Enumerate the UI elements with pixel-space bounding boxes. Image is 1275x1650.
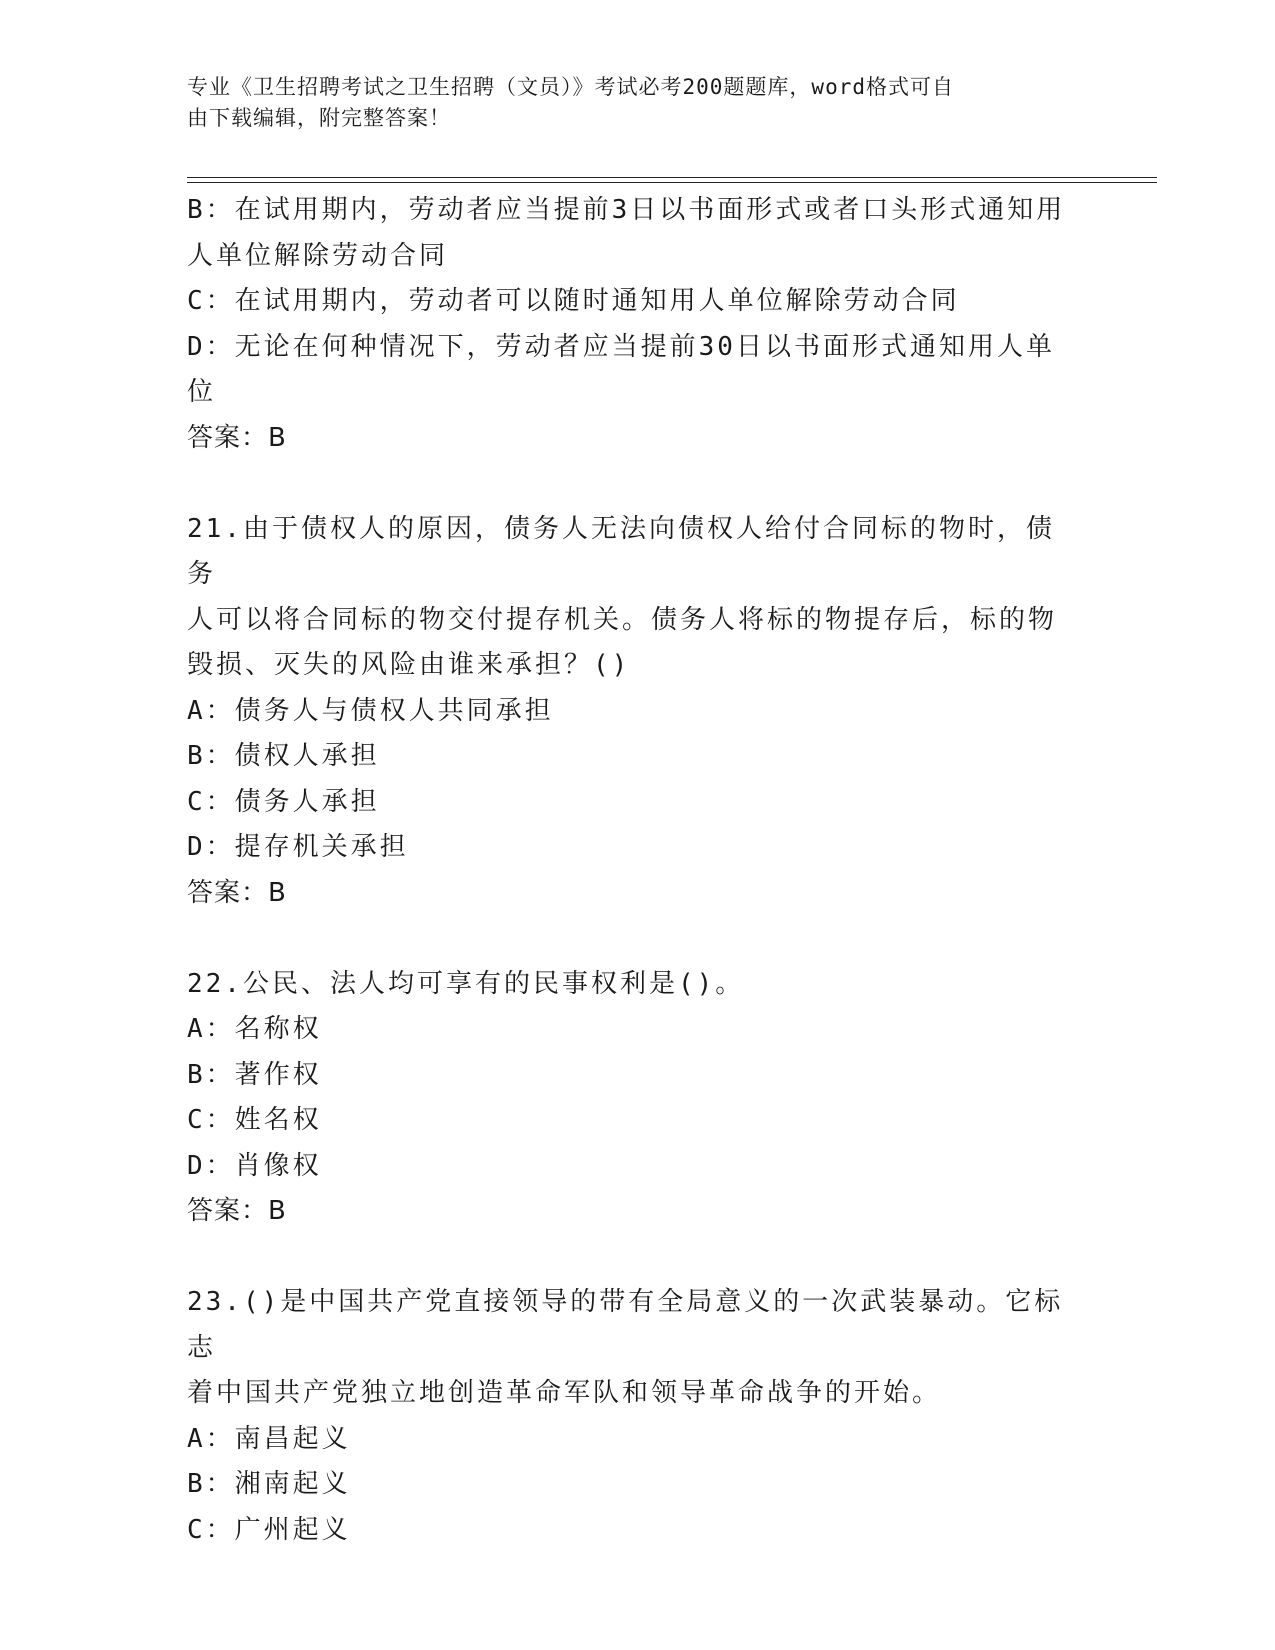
option-line: A：债务人与债权人共同承担 <box>187 695 554 726</box>
option-line: A：名称权 <box>187 1014 322 1044</box>
header-line: 由下载编辑，附完整答案！ <box>187 106 451 130</box>
option-line: A：南昌起义 <box>187 1423 351 1454</box>
option-line: B：债权人承担 <box>187 741 380 771</box>
question-block-prev <box>187 188 1077 461</box>
page-header <box>187 72 1067 134</box>
option-line: D：提存机关承担 <box>187 832 409 862</box>
option-line: C：债务人承担 <box>187 786 380 817</box>
option-line: D：肖像权 <box>187 1150 322 1181</box>
question-block-22 <box>187 962 1077 1235</box>
question-stem: 着中国共产党独立地创造革命军队和领导革命战争的开始。 <box>187 1378 942 1408</box>
question-stem: 人可以将合同标的物交付提存机关。债务人将标的物提存后，标的物 <box>187 604 1058 635</box>
option-line: D：无论在何种情况下，劳动者应当提前30日以书面形式通知用人单 <box>187 331 1055 362</box>
option-line: C：姓名权 <box>187 1105 322 1135</box>
option-line: 人单位解除劳动合同 <box>187 240 449 271</box>
question-block-21 <box>187 507 1077 917</box>
option-line: C：在试用期内，劳动者可以随时通知用人单位解除劳动合同 <box>187 286 960 316</box>
answer-line: 答案：B <box>187 1196 287 1226</box>
question-stem: 23.()是中国共产党直接领导的带有全局意义的一次武装暴动。它标志 <box>187 1287 1064 1363</box>
answer-line: 答案：B <box>187 877 287 908</box>
document-body <box>187 188 1077 1553</box>
option-line: B：在试用期内，劳动者应当提前3日以书面形式或者口头形式通知用 <box>187 195 1066 225</box>
question-stem: 毁损、灭失的风险由谁来承担？() <box>187 650 631 680</box>
option-line: 位 <box>187 377 217 407</box>
option-line: B：著作权 <box>187 1059 322 1090</box>
question-block-23 <box>187 1280 1077 1553</box>
header-line: 专业《卫生招聘考试之卫生招聘（文员）》考试必考200题题库，word格式可自 <box>187 75 954 99</box>
question-stem: 22.公民、法人均可享有的民事权利是()。 <box>187 968 745 999</box>
question-stem: 21.由于债权人的原因，债务人无法向债权人给付合同标的物时，债务 <box>187 513 1055 589</box>
answer-line: 答案：B <box>187 422 287 453</box>
header-divider <box>187 177 1157 178</box>
header-divider <box>187 182 1157 183</box>
option-line: B：湘南起义 <box>187 1469 351 1499</box>
option-line: C：广州起义 <box>187 1514 351 1545</box>
